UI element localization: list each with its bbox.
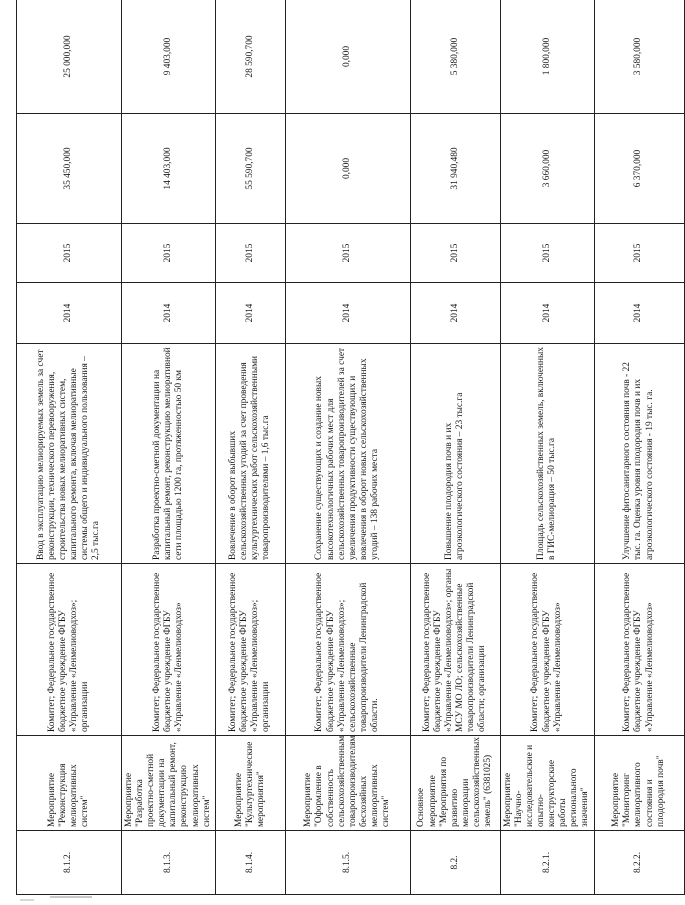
expected-result: Улучшение фитосанитарного состояния почв - 22 тыс. га. Оценка уровня плодородия почв и их агроэкологического состояния - 19 тыс. га. xyxy=(594,344,684,564)
end-year: 2015 xyxy=(215,224,285,283)
executor-cell: Комитет; Федеральное государственное бюджетное учреждение ФГБУ «Управление «Ленмелиоводхоз»; сельскохозяйственные товаропроизводители Ленинградской области. xyxy=(285,564,410,736)
total-funding: 6 370,000 xyxy=(594,114,684,224)
row-number: 8.2.2. xyxy=(594,831,684,895)
scan-artifact xyxy=(50,896,92,898)
row-number: 8.2.1. xyxy=(500,831,594,895)
end-year: 2015 xyxy=(410,224,500,283)
row-number: 8.1.4. xyxy=(215,831,285,895)
start-year: 2014 xyxy=(215,283,285,344)
regional-funding: 1 800,000 xyxy=(500,0,594,114)
executor-cell: Комитет; Федеральное государственное бюджетное учреждение ФГБУ «Управление «Ленмелиоводхоз»; организации xyxy=(17,564,122,736)
total-funding: 14 403,000 xyxy=(122,114,216,224)
expected-result: Разработка проектно-сметной документации на капитальный ремонт, реконструкцию мелиоративной сети площадью 1200 га, протяженностью 50 км xyxy=(122,344,216,564)
end-year: 2015 xyxy=(122,224,216,283)
measure-name: Мероприятие "Реконструкция мелиоративных систем" xyxy=(17,736,122,831)
table-row xyxy=(500,0,594,895)
executor-cell: Комитет; Федеральное государственное бюджетное учреждение ФГБУ «Управление «Ленмелиоводхоз»; организации xyxy=(215,564,285,736)
total-funding: 55 590,700 xyxy=(215,114,285,224)
table-row xyxy=(122,0,216,895)
table-row xyxy=(594,0,684,895)
measure-name: Основное мероприятие "Мероприятия по развитию мелиорации сельскохозяйственных земель" (6381025) xyxy=(410,736,500,831)
start-year: 2014 xyxy=(500,283,594,344)
executor-cell: Комитет; Федеральное государственное бюджетное учреждение ФГБУ «Управление «Ленмелиоводхоз»; органы МСУ МО ЛО; сельскохозяйственные товаропроизводители Ленинградской области; организации xyxy=(410,564,500,736)
expected-result: Сохранение существующих и создание новых высокотехнологичных рабочих мест для сельскохозяйственных товаропроизводителей за счет увеличения продуктивности существующих и вовлечения в оборот новых сельскохозяйственных угодий – 138 рабочих места xyxy=(285,344,410,564)
program-measures-table xyxy=(16,0,685,895)
total-funding: 0,000 xyxy=(285,114,410,224)
measure-name: Мероприятие "Разработка проектно-сметной документации на капитальный ремонт, реконструкцию мелиоративных систем" xyxy=(122,736,216,831)
expected-result: Вовлечение в оборот выбывших сельскохозяйственных угодий за счет проведения культуртехнических работ сельскохозяйственными товаропроизводителями – 1,6 тыс.га xyxy=(215,344,285,564)
start-year: 2014 xyxy=(594,283,684,344)
total-funding: 35 450,000 xyxy=(17,114,122,224)
expected-result: Ввод в эксплуатацию мелиорируемых земель за счет реконструкции, технического перевооружения, строительства новых мелиоративных систем, капитального ремонта, включая мелиоративные системы общего и индивидуального пользования – 2,5 тыс.га xyxy=(17,344,122,564)
executor-cell: Комитет; Федеральное государственное бюджетное учреждение ФГБУ «Управление «Ленмелиоводхоз» xyxy=(500,564,594,736)
regional-funding: 25 000,000 xyxy=(17,0,122,114)
total-funding: 3 660,000 xyxy=(500,114,594,224)
end-year: 2015 xyxy=(285,224,410,283)
end-year: 2015 xyxy=(17,224,122,283)
regional-funding: 3 580,000 xyxy=(594,0,684,114)
start-year: 2014 xyxy=(17,283,122,344)
table-row xyxy=(215,0,285,895)
rotated-document-page xyxy=(16,0,666,895)
expected-result: Повышение плодородия почв и их агроэкологического состояния – 23 тыс.га xyxy=(410,344,500,564)
measure-name: Мероприятие "Оформление в собственность сельскохозяйственным товаропроизводителям бесхозяйных мелиоративных систем" xyxy=(285,736,410,831)
start-year: 2014 xyxy=(410,283,500,344)
scan-artifact xyxy=(20,899,34,901)
measure-name: Мероприятие "Научно-исследовательские и опытно-конструкторские работы регионального значения" xyxy=(500,736,594,831)
table-row xyxy=(17,0,122,895)
regional-funding: 0,000 xyxy=(285,0,410,114)
expected-result: Площадь сельскохозяйственных земель, включенных в ГИС-мелиорация – 50 тыс.га xyxy=(500,344,594,564)
row-number: 8.1.2. xyxy=(17,831,122,895)
executor-cell: Комитет; Федеральное государственное бюджетное учреждение ФГБУ «Управление «Ленмелиоводхоз» xyxy=(594,564,684,736)
table-row xyxy=(410,0,500,895)
row-number: 8.1.5. xyxy=(285,831,410,895)
start-year: 2014 xyxy=(122,283,216,344)
row-number: 8.2. xyxy=(410,831,500,895)
regional-funding: 28 590,700 xyxy=(215,0,285,114)
end-year: 2015 xyxy=(594,224,684,283)
executor-cell: Комитет; Федеральное государственное бюджетное учреждение ФГБУ «Управление «Ленмелиоводхоз» xyxy=(122,564,216,736)
measure-name: Мероприятие "Мониторинг мелиоративного состояния и плодородия почв" xyxy=(594,736,684,831)
end-year: 2015 xyxy=(500,224,594,283)
regional-funding: 5 380,000 xyxy=(410,0,500,114)
table-row xyxy=(285,0,410,895)
total-funding: 31 940,480 xyxy=(410,114,500,224)
row-number: 8.1.3. xyxy=(122,831,216,895)
start-year: 2014 xyxy=(285,283,410,344)
table-body xyxy=(17,0,685,895)
measure-name: Мероприятие "Культуртехнические мероприятия" xyxy=(215,736,285,831)
regional-funding: 9 403,000 xyxy=(122,0,216,114)
